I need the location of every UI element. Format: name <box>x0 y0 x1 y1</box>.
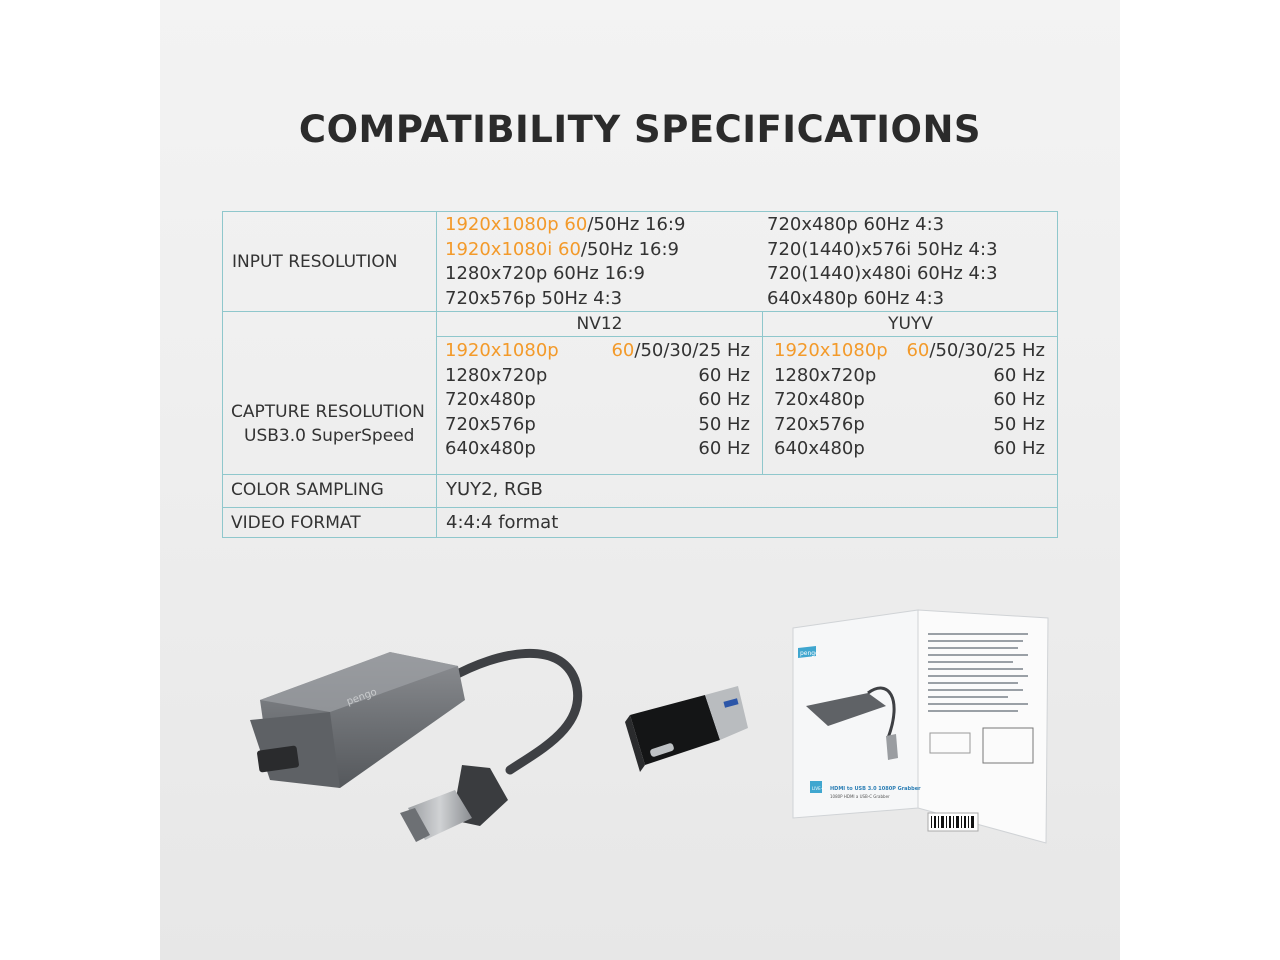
capture-resolution-label: CAPTURE RESOLUTION <box>231 402 425 422</box>
rate-text: 60 Hz <box>698 364 750 386</box>
input-resolution-item <box>445 213 685 238</box>
input-resolution-label: INPUT RESOLUTION <box>232 252 398 272</box>
yuyv-rate <box>993 437 1045 462</box>
rate-text: 60 Hz <box>993 389 1045 410</box>
nv12-rate <box>698 413 750 438</box>
nv12-rate <box>698 388 750 413</box>
hdmi-grabber-image <box>240 630 600 850</box>
row-divider <box>222 507 1058 508</box>
input-resolution-item <box>445 287 622 312</box>
box-logo: pengo <box>800 650 819 657</box>
nv12-resolution: 720x576p <box>445 413 536 435</box>
yuyv-rate <box>993 364 1045 389</box>
highlight-rate: 60 <box>611 340 635 361</box>
usb-c-adapter-image <box>620 680 750 790</box>
input-resolution-item: 720(1440)x480i 60Hz 4:3 <box>767 263 998 284</box>
nv12-rate <box>698 364 750 389</box>
highlight-rate: 60 <box>906 340 930 361</box>
yuyv-resolution: 720x576p <box>774 413 865 435</box>
rate-text: 60 Hz <box>993 364 1045 386</box>
yuyv-resolution: 1920x1080p <box>774 340 888 361</box>
input-resolution-item: 720x480p 60Hz 4:3 <box>767 214 945 235</box>
nv12-resolution: 720x480p <box>445 389 536 410</box>
input-resolution-item: 640x480p 60Hz 4:3 <box>767 287 945 309</box>
nv12-resolution: 640x480p <box>445 438 536 459</box>
capture-resolution-sublabel: USB3.0 SuperSpeed <box>244 426 415 446</box>
yuyv-rate <box>993 413 1045 438</box>
yuyv-header: YUYV <box>888 314 933 334</box>
color-sampling-label: COLOR SAMPLING <box>231 480 384 500</box>
yuyv-resolution: 1280x720p <box>774 364 877 386</box>
video-format-value: 4:4:4 format <box>446 512 559 533</box>
resolution-text: /50Hz 16:9 <box>587 214 686 235</box>
rate-text: /50/30/25 Hz <box>634 340 750 361</box>
nv12-rate <box>698 437 750 462</box>
page-title: COMPATIBILITY SPECIFICATIONS <box>298 108 982 151</box>
resolution-text: 1280x720p 60Hz 16:9 <box>445 263 645 284</box>
adapter-logo: pengo <box>345 686 379 708</box>
highlight-text: 1920x1080i 60 <box>445 238 581 260</box>
color-sampling-value: YUY2, RGB <box>446 479 543 500</box>
yuyv-rate <box>906 339 1045 364</box>
rate-text: 50 Hz <box>698 413 750 435</box>
nv12-rate <box>611 339 750 364</box>
nv12-resolution: 1920x1080p <box>445 340 559 361</box>
nv12-header: NV12 <box>576 314 623 334</box>
resolution-text: /50Hz 16:9 <box>580 238 680 260</box>
rate-text: /50/30/25 Hz <box>929 340 1045 361</box>
rate-text: 60 Hz <box>698 389 750 410</box>
input-resolution-item: 720(1440)x576i 50Hz 4:3 <box>767 238 998 260</box>
rate-text: 60 Hz <box>993 438 1045 459</box>
rate-text: 60 Hz <box>698 438 750 459</box>
row-divider <box>222 474 1058 475</box>
input-resolution-item <box>445 238 679 263</box>
resolution-text: 720x576p 50Hz 4:3 <box>445 287 623 309</box>
input-resolution-item <box>445 262 645 287</box>
column-divider <box>436 211 437 538</box>
box-badge: LIVE+ <box>812 786 825 791</box>
rate-text: 50 Hz <box>993 413 1045 435</box>
box-title: HDMI to USB 3.0 1080P Grabber <box>830 786 921 792</box>
video-format-label: VIDEO FORMAT <box>231 513 361 533</box>
yuyv-resolution: 720x480p <box>774 389 865 410</box>
product-box-image <box>788 608 1053 848</box>
box-subtitle: 1080P HDMI a USB-C Grabber <box>830 794 890 799</box>
yuyv-resolution: 640x480p <box>774 438 865 459</box>
highlight-text: 1920x1080p 60 <box>445 214 588 235</box>
yuyv-rate <box>993 388 1045 413</box>
nv12-resolution: 1280x720p <box>445 364 548 386</box>
